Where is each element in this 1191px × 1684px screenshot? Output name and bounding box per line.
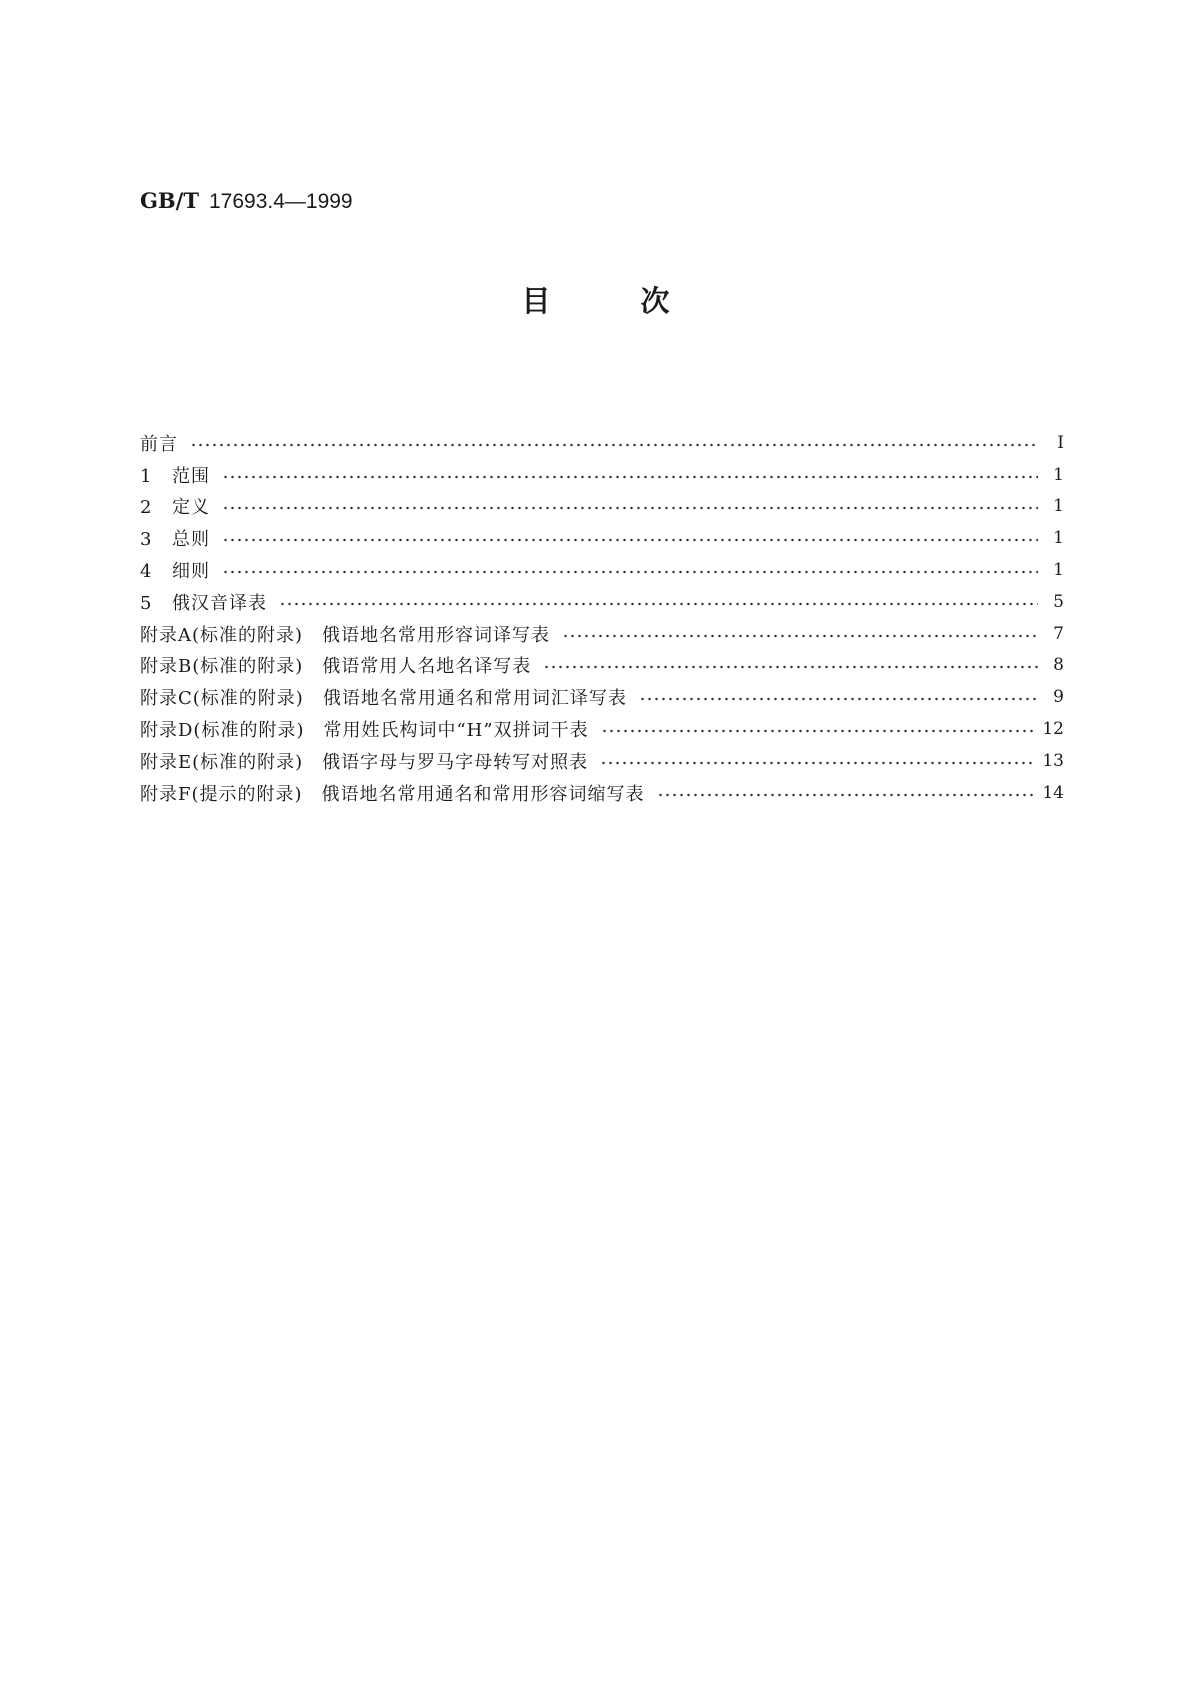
toc-section-number: 1 <box>140 465 153 487</box>
toc-page-number: 1 <box>1053 560 1064 581</box>
toc-entry-title: 附录D(标准的附录) 常用姓氏构词中“Н”双拼词干表 <box>140 720 589 742</box>
toc-entry-label <box>140 684 627 710</box>
toc-entry[interactable] <box>140 745 1064 777</box>
toc-section-number: 3 <box>140 529 153 551</box>
toc-entry-title: 前言 <box>140 433 178 455</box>
page-title: 目次 <box>521 284 760 318</box>
toc-entry[interactable] <box>140 459 1064 491</box>
toc-page-number: 12 <box>1042 719 1064 740</box>
toc-entry-title: 附录B(标准的附录) 俄语常用人名地名译写表 <box>140 656 532 678</box>
toc-entry[interactable] <box>140 777 1064 809</box>
toc-entry[interactable] <box>140 522 1064 554</box>
toc-page-number: 7 <box>1053 623 1064 644</box>
toc-leader-dots <box>279 602 1038 606</box>
toc-entry-title: 总则 <box>172 529 210 551</box>
toc-entry[interactable] <box>140 650 1064 682</box>
toc-entry-label <box>140 462 210 488</box>
toc-leader-dots <box>222 475 1038 479</box>
toc-entry-label <box>140 525 210 551</box>
toc-leader-dots <box>222 506 1038 510</box>
toc-leader-dots <box>222 538 1038 542</box>
toc-entry-label <box>140 748 588 774</box>
table-of-contents <box>140 427 1064 809</box>
toc-page-number: 8 <box>1053 655 1064 676</box>
standard-number: 17693.4—1999 <box>208 190 353 213</box>
toc-entry[interactable] <box>140 427 1064 459</box>
toc-leader-dots <box>657 793 1035 797</box>
toc-entry-label <box>140 652 531 678</box>
toc-entry[interactable] <box>140 586 1064 618</box>
standard-prefix: GB/T <box>140 188 199 213</box>
toc-leader-dots <box>222 570 1038 574</box>
toc-entry-title: 定义 <box>172 497 210 519</box>
toc-entry-label <box>140 589 267 615</box>
toc-section-number: 2 <box>140 497 153 519</box>
toc-entry-title: 细则 <box>172 561 210 583</box>
toc-entry-title: 附录E(标准的附录) 俄语字母与罗马字母转写对照表 <box>140 751 589 773</box>
toc-entry-title: 附录F(提示的附录) 俄语地名常用通名和常用形容词缩写表 <box>140 783 645 805</box>
toc-page-number: Ⅰ <box>1057 432 1064 453</box>
toc-leader-dots <box>543 665 1038 669</box>
standard-code <box>140 188 353 215</box>
toc-leader-dots <box>562 634 1038 638</box>
toc-page-number: 1 <box>1053 528 1064 549</box>
toc-entry-title: 俄汉音译表 <box>172 592 267 614</box>
toc-entry-label <box>140 621 550 647</box>
toc-entry-label <box>140 780 645 806</box>
toc-leader-dots <box>639 697 1038 701</box>
toc-entry[interactable] <box>140 713 1064 745</box>
toc-entry-title: 范围 <box>172 465 210 487</box>
toc-entry[interactable] <box>140 681 1064 713</box>
toc-section-number: 5 <box>140 592 153 614</box>
toc-entry[interactable] <box>140 554 1064 586</box>
toc-entry-title: 附录A(标准的附录) 俄语地名常用形容词译写表 <box>140 624 551 646</box>
toc-page-number: 1 <box>1053 496 1064 517</box>
toc-page-number: 14 <box>1042 782 1064 803</box>
toc-section-number: 4 <box>140 561 153 583</box>
toc-entry[interactable] <box>140 618 1064 650</box>
toc-page-number: 1 <box>1053 464 1064 485</box>
toc-page-number: 5 <box>1053 591 1064 612</box>
toc-entry-title: 附录C(标准的附录) 俄语地名常用通名和常用词汇译写表 <box>140 688 627 710</box>
toc-entry-label <box>140 557 210 583</box>
toc-entry-label <box>140 493 210 519</box>
toc-leader-dots <box>601 729 1035 733</box>
toc-leader-dots <box>190 443 1038 447</box>
toc-entry[interactable] <box>140 491 1064 523</box>
toc-entry-label <box>140 716 589 742</box>
toc-leader-dots <box>600 761 1034 765</box>
toc-page-number: 13 <box>1042 750 1064 771</box>
toc-page-number: 9 <box>1053 687 1064 708</box>
toc-entry-label <box>140 430 178 456</box>
